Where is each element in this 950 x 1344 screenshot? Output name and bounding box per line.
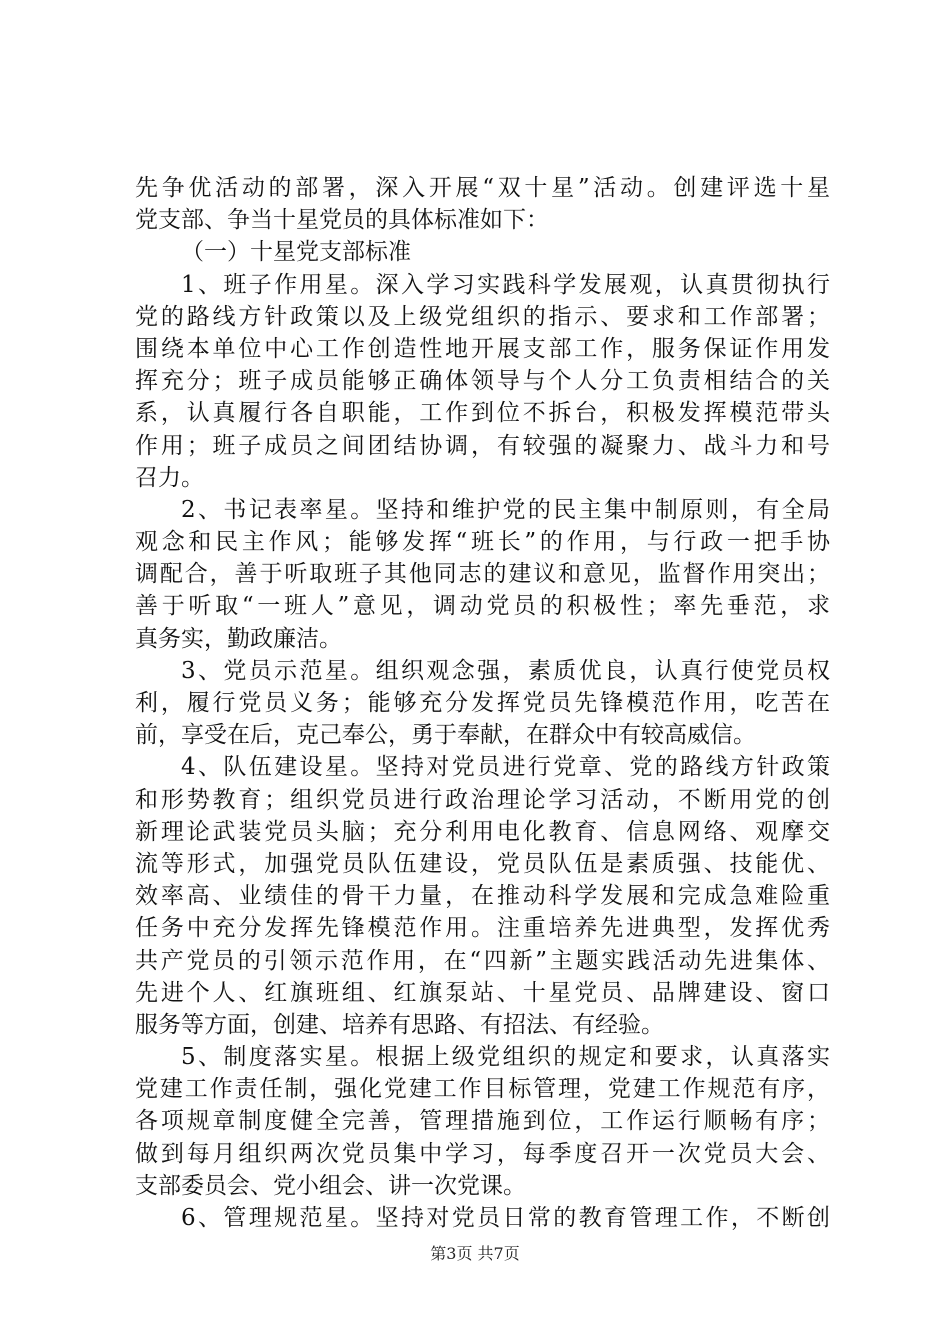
text-line: 系，认真履行各自职能，工作到位不拆台，积极发挥模范带头 (135, 400, 830, 427)
text-line: 效率高、业绩佳的骨干力量，在推动科学发展和完成急难险重 (135, 883, 830, 910)
text-line: 共产党员的引领示范作用，在“四新”主题实践活动先进集体、 (135, 947, 830, 974)
text-line: 先进个人、红旗班组、红旗泵站、十星党员、品牌建设、窗口 (135, 979, 830, 1006)
text-line: 先争优活动的部署，深入开展“双十星”活动。创建评选十星 (135, 175, 830, 201)
text-line: 利，履行党员义务；能够充分发挥党员先锋模范作用，吃苦在 (135, 690, 830, 716)
text-line: 流等形式，加强党员队伍建设，党员队伍是素质强、技能优、 (135, 850, 830, 877)
text-line: 5、制度落实星。根据上级党组织的规定和要求，认真落实 (181, 1044, 830, 1071)
text-line: 新理论武装党员头脑；充分利用电化教育、信息网络、观摩交 (135, 818, 830, 845)
text-line: 观念和民主作风；能够发挥“班长”的作用，与行政一把手协 (135, 529, 830, 556)
text-line: 6、管理规范星。坚持对党员日常的教育管理工作，不断创 (181, 1205, 830, 1231)
text-line: 党支部、争当十星党员的具体标准如下： (135, 207, 549, 234)
text-line: 调配合，善于听取班子其他同志的建议和意见，监督作用突出； (135, 561, 830, 588)
text-line: 党的路线方针政策以及上级党组织的指示、要求和工作部署； (135, 303, 830, 330)
document-body (135, 172, 830, 1234)
text-line: 4、队伍建设星。坚持对党员进行党章、党的路线方针政策 (181, 754, 830, 781)
section-heading: （一）十星党支部标准 (181, 239, 411, 266)
text-line: 任务中充分发挥先锋模范作用。注重培养先进典型，发挥优秀 (135, 915, 830, 942)
text-line: 3、党员示范星。组织观念强，素质优良，认真行使党员权 (181, 657, 830, 684)
text-line: 围绕本单位中心工作创造性地开展支部工作，服务保证作用发 (135, 335, 830, 362)
text-line: 支部委员会、党小组会、讲一次党课。 (135, 1172, 526, 1199)
text-line: 召力。 (135, 464, 204, 491)
text-line: 前，享受在后，克己奉公，勇于奉献，在群众中有较高威信。 (135, 722, 756, 749)
text-line: 党建工作责任制，强化党建工作目标管理，党建工作规范有序， (135, 1076, 830, 1103)
text-line: 2、书记表率星。坚持和维护党的民主集中制原则，有全局 (181, 496, 830, 523)
text-line: 真务实，勤政廉洁。 (135, 625, 342, 652)
text-line: 作用；班子成员之间团结协调，有较强的凝聚力、战斗力和号 (135, 432, 830, 459)
page-footer: 第3页 共7页 (430, 1244, 520, 1263)
text-line: 做到每月组织两次党员集中学习，每季度召开一次党员大会、 (135, 1140, 830, 1167)
text-line: 服务等方面，创建、培养有思路、有招法、有经验。 (135, 1011, 664, 1038)
text-line: 挥充分；班子成员能够正确体领导与个人分工负责相结合的关 (135, 368, 830, 395)
text-line: 各项规章制度健全完善，管理措施到位，工作运行顺畅有序； (135, 1108, 830, 1135)
text-line: 1、班子作用星。深入学习实践科学发展观，认真贯彻执行 (181, 271, 830, 298)
text-line: 善于听取“一班人”意见，调动党员的积极性；率先垂范，求 (135, 593, 830, 620)
text-line: 和形势教育；组织党员进行政治理论学习活动，不断用党的创 (135, 786, 830, 813)
